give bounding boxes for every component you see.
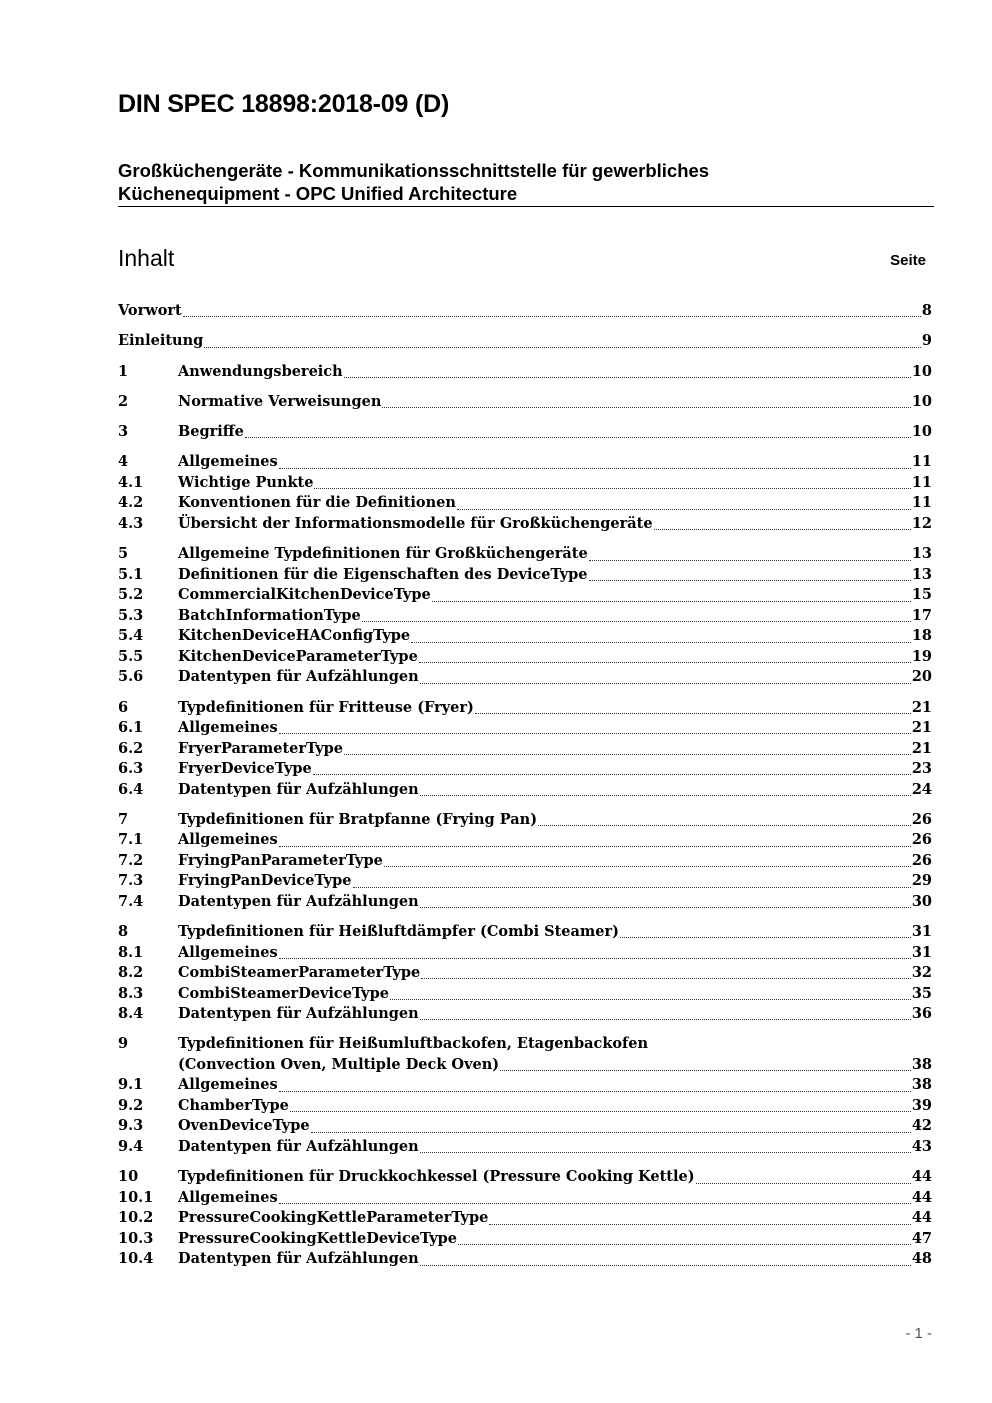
toc-entry[interactable] xyxy=(118,1208,932,1229)
toc-entry[interactable] xyxy=(118,698,932,719)
toc-entry-title: FryerDeviceType xyxy=(178,760,312,778)
toc-entry[interactable] xyxy=(118,780,932,801)
toc-entry-page: 44 xyxy=(911,1188,932,1206)
toc-entry-page: 20 xyxy=(911,668,932,686)
toc-entry-number: 5.6 xyxy=(118,668,144,686)
toc-entry[interactable] xyxy=(118,585,932,606)
leader-dots xyxy=(279,1202,911,1204)
leader-dots xyxy=(384,865,911,867)
toc-entry-number: 5.4 xyxy=(118,627,144,645)
toc-entry-number: 8.4 xyxy=(118,1005,144,1023)
toc-entry[interactable] xyxy=(118,718,932,739)
leader-dots xyxy=(589,559,911,561)
toc-entry-title: Typdefinitionen für Bratpfanne (Frying Pan) xyxy=(178,810,538,828)
leader-dots xyxy=(183,315,921,317)
toc-entry[interactable] xyxy=(118,544,932,565)
toc-entry-page: 12 xyxy=(911,514,932,532)
toc-entry-page: 29 xyxy=(911,872,932,890)
toc-entry-title: Datentypen für Aufzählungen xyxy=(178,1250,419,1268)
toc-entry-number: 3 xyxy=(118,423,129,441)
toc-entry-title: Datentypen für Aufzählungen xyxy=(178,780,419,798)
toc-entry-title: KitchenDeviceParameterType xyxy=(178,647,418,665)
toc-entry-page: 10 xyxy=(911,362,932,380)
leader-dots xyxy=(538,824,911,826)
toc-entry[interactable] xyxy=(118,422,932,443)
leader-dots xyxy=(420,682,911,684)
toc-entry-title: Datentypen für Aufzählungen xyxy=(178,1005,419,1023)
leader-dots xyxy=(500,1069,911,1071)
toc-entry[interactable] xyxy=(118,922,932,943)
leader-dots xyxy=(382,406,910,408)
toc-entry[interactable] xyxy=(118,667,932,688)
toc-entry-number: 4.2 xyxy=(118,494,144,512)
toc-entry-page: 26 xyxy=(911,831,932,849)
toc-entry-page: 31 xyxy=(911,943,932,961)
leader-dots xyxy=(362,620,911,622)
toc-entry[interactable] xyxy=(118,871,932,892)
toc-entry-title: Begriffe xyxy=(178,423,244,441)
toc-entry[interactable] xyxy=(118,1096,932,1117)
toc-entry-page: 23 xyxy=(911,760,932,778)
toc-entry[interactable] xyxy=(118,963,932,984)
toc-entry-title: PressureCookingKettleDeviceType xyxy=(178,1229,458,1247)
page-column-label: Seite xyxy=(890,252,926,269)
toc-entry[interactable] xyxy=(118,943,932,964)
toc-entry[interactable] xyxy=(118,301,932,322)
toc-entry[interactable] xyxy=(118,1137,932,1158)
toc-entry-title: Normative Verweisungen xyxy=(178,392,382,410)
toc-entry-page: 26 xyxy=(911,810,932,828)
toc-entry-title: Übersicht der Informationsmodelle für Großküchengeräte xyxy=(178,514,653,532)
toc-entry-number: 5.3 xyxy=(118,606,144,624)
toc-entry-page: 15 xyxy=(911,586,932,604)
toc-entry[interactable] xyxy=(118,514,932,535)
leader-dots xyxy=(279,467,911,469)
toc-entry[interactable] xyxy=(118,1229,932,1250)
subtitle-line-1: Großküchengeräte - Kommunikationsschnittstelle für gewerbliches xyxy=(118,160,710,181)
leader-dots xyxy=(353,886,911,888)
toc-entry-title: Allgemeines xyxy=(178,1076,278,1094)
document-title: DIN SPEC 18898:2018-09 (D) xyxy=(118,90,450,118)
toc-entry-title: FryingPanDeviceType xyxy=(178,872,352,890)
toc-entry-page: 38 xyxy=(911,1076,932,1094)
toc-entry[interactable] xyxy=(118,1075,932,1096)
toc-entry-number: 8.2 xyxy=(118,964,144,982)
toc-entry-page: 13 xyxy=(911,545,932,563)
toc-entry-page: 18 xyxy=(911,627,932,645)
toc-entry-number: 8.1 xyxy=(118,943,144,961)
toc-entry-title: CombiSteamerParameterType xyxy=(178,964,421,982)
leader-dots xyxy=(290,1110,911,1112)
leader-dots xyxy=(620,936,911,938)
leader-dots xyxy=(314,487,910,489)
toc-entry-title: ChamberType xyxy=(178,1096,289,1114)
toc-entry-number: 7.4 xyxy=(118,892,144,910)
toc-entry-page: 8 xyxy=(921,302,932,319)
leader-dots xyxy=(204,346,921,348)
toc-entry[interactable] xyxy=(118,984,932,1005)
toc-entry[interactable] xyxy=(118,331,932,352)
document-subtitle xyxy=(118,159,938,205)
toc-entry[interactable] xyxy=(118,1249,932,1270)
toc-entry-number: 6.1 xyxy=(118,719,144,737)
toc-entry-title: Allgemeines xyxy=(178,719,278,737)
leader-dots xyxy=(421,977,911,979)
toc-entry[interactable] xyxy=(118,626,932,647)
leader-dots xyxy=(420,1264,911,1266)
toc-entry-number: 9.4 xyxy=(118,1137,144,1155)
toc-entry-page: 13 xyxy=(911,565,932,583)
leader-dots xyxy=(313,773,911,775)
toc-entry-number: 7 xyxy=(118,810,129,828)
toc-entry-number: 6 xyxy=(118,698,129,716)
toc-entry-page: 48 xyxy=(911,1250,932,1268)
toc-entry-title: OvenDeviceType xyxy=(178,1117,310,1135)
toc-entry-number: 10.2 xyxy=(118,1209,154,1227)
toc-entry-title: FryingPanParameterType xyxy=(178,851,383,869)
toc-entry-number: 8 xyxy=(118,923,129,941)
toc-entry-page: 30 xyxy=(911,892,932,910)
toc-entry-title: Typdefinitionen für Heißluftdämpfer (Combi Steamer) xyxy=(178,923,619,941)
toc-entry-title: Definitionen für die Eigenschaften des DeviceType xyxy=(178,565,588,583)
leader-dots xyxy=(457,508,911,510)
toc-entry-page: 42 xyxy=(911,1117,932,1135)
toc-entry[interactable] xyxy=(118,759,932,780)
toc-entry-title: Datentypen für Aufzählungen xyxy=(178,892,419,910)
toc-entry-page: 44 xyxy=(911,1168,932,1186)
toc-entry[interactable] xyxy=(118,362,932,383)
toc-entry[interactable] xyxy=(118,1116,932,1137)
toc-entry-number: 6.2 xyxy=(118,739,144,757)
toc-entry[interactable] xyxy=(118,493,932,514)
toc-entry-page: 9 xyxy=(921,332,932,350)
toc-entry-number: 10.1 xyxy=(118,1188,154,1206)
toc-entry-page: 19 xyxy=(911,647,932,665)
toc-entry-page: 10 xyxy=(911,423,932,441)
toc-entry[interactable] xyxy=(118,739,932,760)
toc-entry[interactable] xyxy=(118,810,932,831)
toc-entry-number: 6.4 xyxy=(118,780,144,798)
toc-entry-number: 9.2 xyxy=(118,1096,144,1114)
toc-entry-continuation[interactable] xyxy=(118,1055,932,1076)
toc-entry-title: Allgemeines xyxy=(178,831,278,849)
leader-dots xyxy=(420,794,911,796)
leader-dots xyxy=(311,1131,911,1133)
toc-entry-page: 17 xyxy=(911,606,932,624)
toc-entry-number: 4.3 xyxy=(118,514,144,532)
toc-entry[interactable] xyxy=(118,892,932,913)
toc-entry-number: 6.3 xyxy=(118,760,144,778)
header-divider xyxy=(118,206,934,207)
toc-entry-page: 36 xyxy=(911,1005,932,1023)
toc-entry-number: 4.1 xyxy=(118,473,144,491)
toc-entry-page: 10 xyxy=(911,392,932,410)
toc-entry-title: Typdefinitionen für Heißumluftbackofen, Etagenbackofen xyxy=(178,1035,649,1053)
leader-dots xyxy=(432,600,911,602)
leader-dots xyxy=(420,1151,911,1153)
toc-entry-number: 4 xyxy=(118,453,129,471)
toc-entry-title: Typdefinitionen für Fritteuse (Fryer) xyxy=(178,698,474,716)
leader-dots xyxy=(458,1243,911,1245)
toc-entry-number: 9 xyxy=(118,1035,129,1053)
leader-dots xyxy=(344,376,911,378)
toc-entry-number: 5.1 xyxy=(118,565,144,583)
toc-entry-number: 1 xyxy=(118,362,129,380)
toc-entry-title: Allgemeines xyxy=(178,943,278,961)
leader-dots xyxy=(475,712,911,714)
leader-dots xyxy=(589,579,911,581)
toc-entry-title: Vorwort xyxy=(118,302,182,319)
toc-entry-number: 7.3 xyxy=(118,872,144,890)
leader-dots xyxy=(279,845,911,847)
subtitle-line-2: Küchenequipment - OPC Unified Architecture xyxy=(118,183,518,204)
toc-entry[interactable] xyxy=(118,606,932,627)
toc-entry-title: BatchInformationType xyxy=(178,606,361,624)
toc-entry-page: 38 xyxy=(911,1055,932,1073)
toc-entry[interactable] xyxy=(118,473,932,494)
table-of-contents xyxy=(118,301,932,1270)
toc-entry-number: 7.1 xyxy=(118,831,144,849)
toc-entry-title: Datentypen für Aufzählungen xyxy=(178,1137,419,1155)
leader-dots xyxy=(696,1182,911,1184)
toc-entry-number: 10.3 xyxy=(118,1229,154,1247)
toc-entry-number: 5.5 xyxy=(118,647,144,665)
leader-dots xyxy=(390,998,911,1000)
toc-entry-title: Konventionen für die Definitionen xyxy=(178,494,456,512)
toc-entry[interactable] xyxy=(118,647,932,668)
leader-dots xyxy=(279,732,911,734)
toc-entry-page: 11 xyxy=(911,494,932,512)
toc-entry[interactable] xyxy=(118,565,932,586)
toc-heading: Inhalt xyxy=(118,245,175,271)
toc-entry[interactable] xyxy=(118,1034,932,1055)
leader-dots xyxy=(420,906,911,908)
toc-entry-page: 21 xyxy=(911,739,932,757)
toc-entry-page: 32 xyxy=(911,964,932,982)
toc-entry-title-continued: (Convection Oven, Multiple Deck Oven) xyxy=(178,1055,500,1073)
toc-entry-page: 35 xyxy=(911,984,932,1002)
leader-dots xyxy=(344,753,911,755)
leader-dots xyxy=(419,661,911,663)
toc-entry-page: 31 xyxy=(911,923,932,941)
toc-entry-number: 9.1 xyxy=(118,1076,144,1094)
leader-dots xyxy=(245,436,911,438)
leader-dots xyxy=(279,1090,911,1092)
toc-entry-number: 5.2 xyxy=(118,586,144,604)
toc-entry-title: Wichtige Punkte xyxy=(178,473,314,491)
toc-entry-title: CommercialKitchenDeviceType xyxy=(178,586,431,604)
toc-entry-page: 11 xyxy=(911,453,932,471)
toc-entry-title: Allgemeines xyxy=(178,1188,278,1206)
toc-entry-page: 44 xyxy=(911,1209,932,1227)
toc-entry-title: Einleitung xyxy=(118,332,204,350)
leader-dots xyxy=(279,957,911,959)
toc-entry[interactable] xyxy=(118,452,932,473)
toc-entry-page: 24 xyxy=(911,780,932,798)
toc-entry-number: 10.4 xyxy=(118,1250,154,1268)
toc-entry-page: 21 xyxy=(911,698,932,716)
toc-entry-page: 21 xyxy=(911,719,932,737)
toc-entry-page: 47 xyxy=(911,1229,932,1247)
toc-entry-number: 5 xyxy=(118,545,129,563)
page-number-footer: - 1 - xyxy=(905,1325,932,1342)
toc-entry-page: 26 xyxy=(911,851,932,869)
toc-entry-number: 10 xyxy=(118,1168,139,1186)
leader-dots xyxy=(420,1018,911,1020)
toc-entry-title: CombiSteamerDeviceType xyxy=(178,984,389,1002)
toc-entry[interactable] xyxy=(118,851,932,872)
toc-entry-number: 9.3 xyxy=(118,1117,144,1135)
toc-entry-title: PressureCookingKettleParameterType xyxy=(178,1209,489,1227)
toc-entry-title: Datentypen für Aufzählungen xyxy=(178,668,419,686)
leader-dots xyxy=(489,1223,910,1225)
toc-entry[interactable] xyxy=(118,392,932,413)
toc-entry-title: FryerParameterType xyxy=(178,739,344,757)
toc-entry-page: 43 xyxy=(911,1137,932,1155)
toc-entry[interactable] xyxy=(118,1167,932,1188)
toc-entry-number: 8.3 xyxy=(118,984,144,1002)
toc-entry-title: Allgemeines xyxy=(178,453,278,471)
toc-entry-title: Allgemeine Typdefinitionen für Großküchengeräte xyxy=(178,545,588,563)
toc-entry-number: 2 xyxy=(118,392,129,410)
toc-entry[interactable] xyxy=(118,1004,932,1025)
toc-entry-page: 39 xyxy=(911,1096,932,1114)
toc-entry[interactable] xyxy=(118,830,932,851)
toc-entry[interactable] xyxy=(118,1188,932,1209)
toc-entry-title: Typdefinitionen für Druckkochkessel (Pressure Cooking Kettle) xyxy=(178,1168,695,1186)
toc-entry-title: KitchenDeviceHAConfigType xyxy=(178,627,411,645)
leader-dots xyxy=(654,528,911,530)
toc-entry-title: Anwendungsbereich xyxy=(178,362,343,380)
toc-entry-number: 7.2 xyxy=(118,851,144,869)
leader-dots xyxy=(411,641,911,643)
toc-entry-page: 11 xyxy=(911,473,932,491)
